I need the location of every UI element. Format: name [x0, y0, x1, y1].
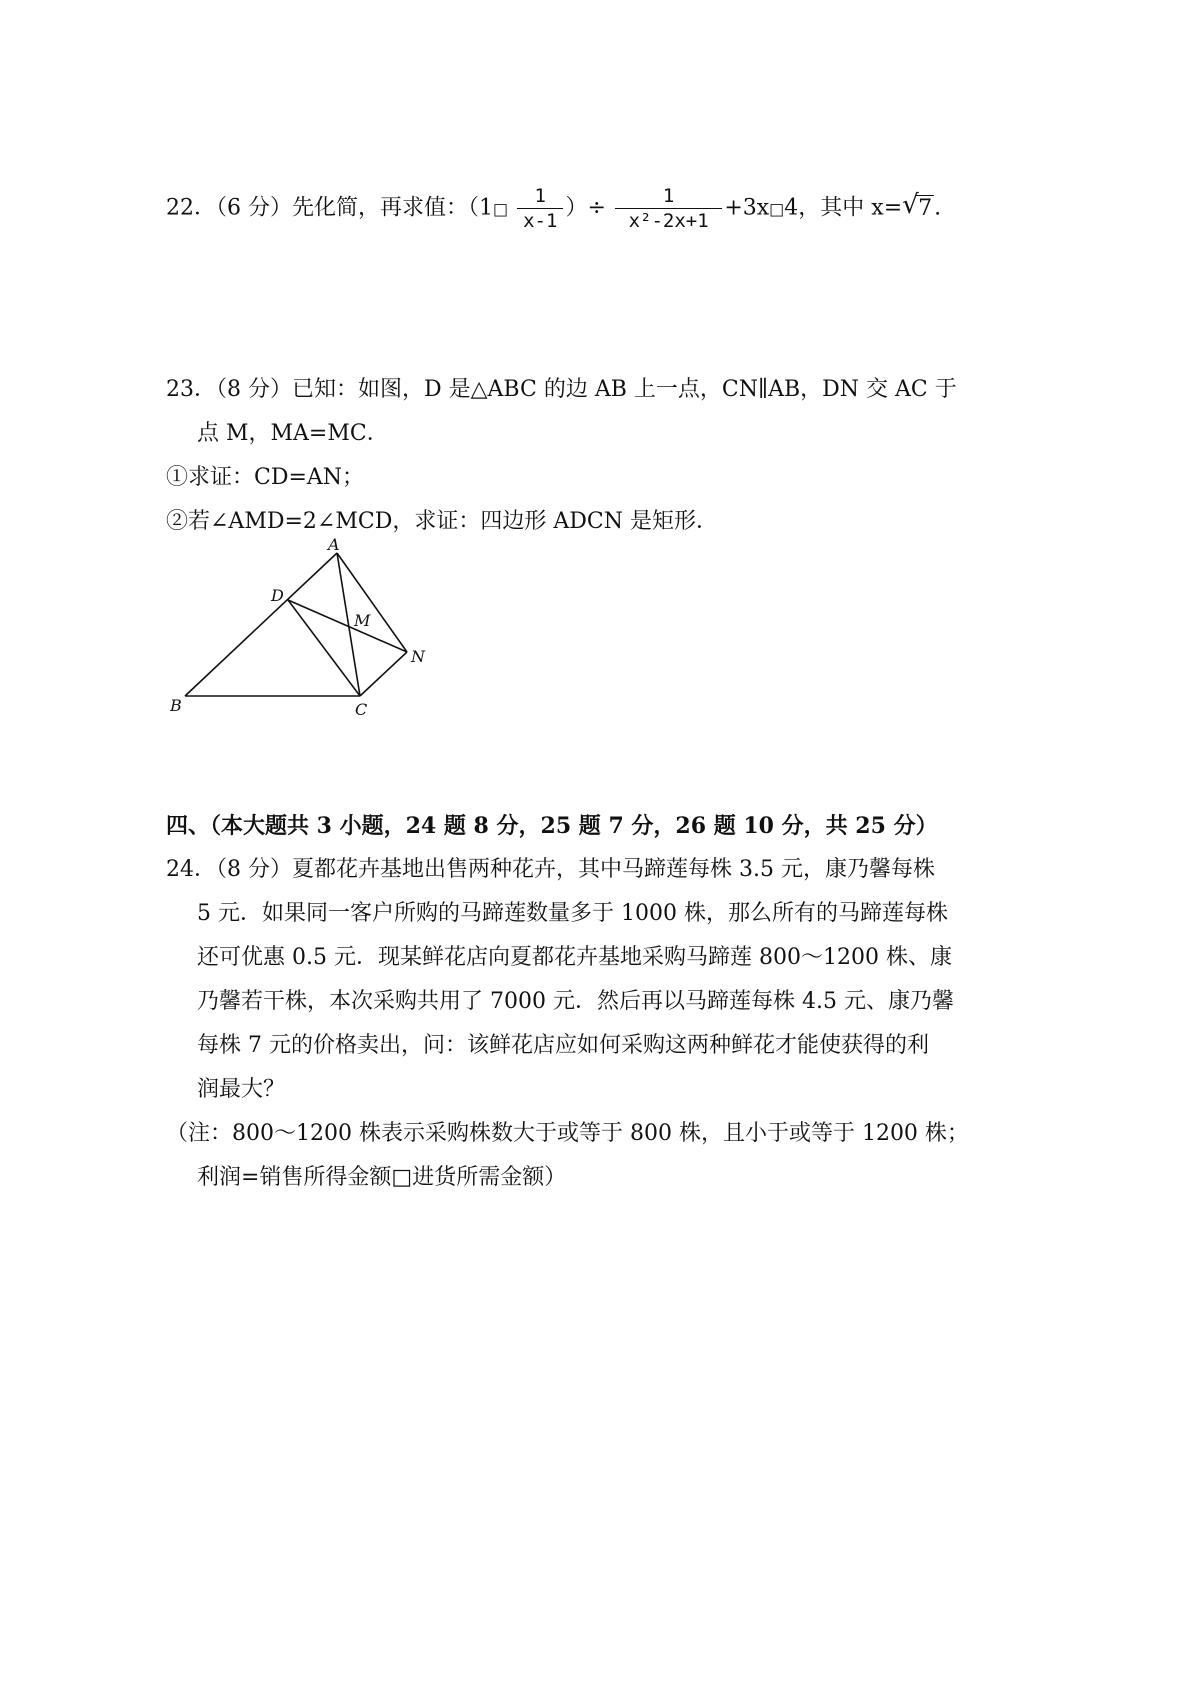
question-24-line-5: 每株 7 元的价格卖出，问：该鲜花店应如何采购这两种鲜花才能使获得的利	[197, 1033, 929, 1058]
fraction-1-over-x-minus-1	[517, 184, 563, 233]
label-M: M	[354, 611, 371, 630]
q22-tail: 4，其中 x=	[784, 195, 903, 221]
radical-sign: √	[902, 189, 919, 220]
question-24-line-6: 润最大？	[197, 1077, 286, 1102]
label-A: A	[328, 538, 340, 554]
question-24-line-2: 5 元．如果同一客户所购的马蹄莲数量多于 1000 株，那么所有的马蹄莲每株	[197, 901, 948, 926]
fraction-denominator: x-1	[523, 210, 558, 232]
label-N: N	[411, 647, 425, 666]
question-23-line-1: 23．（8 分）已知：如图，D 是△ABC 的边 AB 上一点，CN∥AB，DN 交 AC 于	[166, 377, 957, 402]
fraction-denominator: x²-2x+1	[628, 210, 709, 232]
q22-divide: ）÷	[565, 195, 606, 221]
missing-symbol-box: □	[492, 199, 509, 219]
radicand: 7	[918, 195, 933, 221]
question-22	[166, 184, 941, 233]
label-C: C	[355, 700, 368, 719]
q22-end: .	[934, 195, 942, 221]
fraction-numerator: 1	[615, 184, 722, 209]
segment-CN	[360, 652, 407, 696]
fraction-1-over-quadratic	[615, 184, 722, 233]
question-24-line-3: 还可优惠 0.5 元．现某鲜花店向夏都花卉基地采购马蹄莲 800～1200 株、康	[197, 945, 952, 970]
question-24-note-line-2: 利润=销售所得金额□进货所需金额）	[197, 1165, 567, 1190]
label-B: B	[170, 696, 182, 715]
triangle-figure	[170, 538, 440, 723]
question-23-line-2: 点 M，MA=MC．	[197, 421, 389, 446]
segment-AB	[185, 553, 337, 696]
segment-DC	[288, 600, 360, 696]
q22-prefix: 22．（6 分）先化简，再求值：（1	[166, 195, 493, 221]
question-24-line-1: 24．（8 分）夏都花卉基地出售两种花卉，其中马蹄莲每株 3.5 元，康乃馨每株	[166, 857, 935, 882]
question-24-line-4: 乃馨若干株，本次采购共用了 7000 元．然后再以马蹄莲每株 4.5 元、康乃馨	[197, 989, 954, 1014]
section-4-heading: 四、（本大题共 3 小题，24 题 8 分，25 题 7 分，26 题 10 分，共 25 分）	[166, 813, 938, 839]
q22-after: +3x	[724, 195, 770, 221]
label-D: D	[271, 586, 284, 605]
question-23-part-1: ①求证：CD=AN；	[166, 465, 365, 490]
question-24-note-line-1: （注：800～1200 株表示采购株数大于或等于 800 株，且小于或等于 1200 株；	[166, 1121, 969, 1146]
fraction-numerator: 1	[517, 184, 563, 209]
question-23-part-2: ②若∠AMD=2∠MCD，求证：四边形 ADCN 是矩形．	[166, 509, 718, 534]
square-root	[902, 189, 934, 224]
missing-symbol-box: □	[769, 199, 785, 219]
